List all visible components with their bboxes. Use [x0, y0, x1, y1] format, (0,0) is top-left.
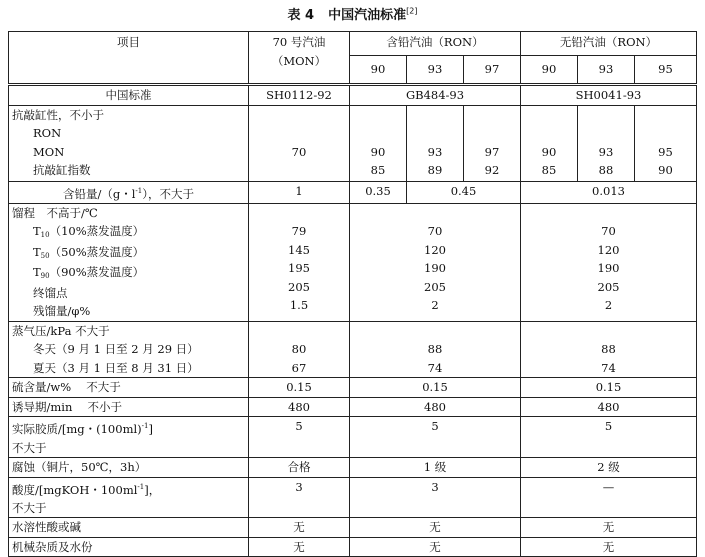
lead-leaded-93-97: 0.45 — [407, 181, 521, 203]
induction-g70: 480 — [249, 397, 350, 417]
row-corrosion-label: 腐蚀（铜片，50℃，3h） — [9, 458, 249, 478]
row-standard-label: 中国标准 — [9, 85, 249, 106]
header-grade-70: 70 号汽油 （MON） — [249, 32, 350, 85]
standard-unleaded: SH0041-93 — [521, 85, 697, 106]
gum-g70: 5 — [249, 417, 350, 458]
leaded-grade: 90 — [350, 56, 407, 85]
acidity-leaded: 3 — [350, 477, 521, 518]
row-antiknock-label: 抗敲缸性，不小于 RON MON 抗敲缸指数 — [9, 105, 249, 181]
sulfur-g70: 0.15 — [249, 378, 350, 398]
header-leaded: 含铅汽油（RON） — [350, 32, 521, 56]
gum-leaded: 5 — [350, 417, 521, 458]
antiknock-g70: 70 — [249, 105, 350, 181]
row-sulfur-label: 硫含量/w% 不大于 — [9, 378, 249, 398]
sulfur-unleaded: 0.15 — [521, 378, 697, 398]
sulfur-leaded: 0.15 — [350, 378, 521, 398]
caption-label: 表 4 — [287, 8, 315, 23]
acidity-g70: 3 — [249, 477, 350, 518]
unleaded-grade: 93 — [578, 56, 635, 85]
impurities-g70: 无 — [249, 537, 350, 557]
header-item: 项目 — [9, 32, 249, 85]
caption-reference: [2] — [406, 6, 418, 16]
lead-unleaded: 0.013 — [521, 181, 697, 203]
row-induction-label: 诱导期/min 不小于 — [9, 397, 249, 417]
antiknock-leaded-93: 93 89 — [407, 105, 464, 181]
distillation-unleaded: 70 120 190 205 2 — [521, 203, 697, 321]
antiknock-leaded-97: 97 92 — [464, 105, 521, 181]
header-unleaded: 无铅汽油（RON） — [521, 32, 697, 56]
row-acidity-label: 酸度/[mgKOH・$100ml^{-1}$]， 不大于 — [9, 477, 249, 518]
distillation-leaded: 70 120 190 205 2 — [350, 203, 521, 321]
standard-leaded: GB484-93 — [350, 85, 521, 106]
antiknock-leaded-90: 90 85 — [350, 105, 407, 181]
impurities-leaded: 无 — [350, 537, 521, 557]
unleaded-grade: 90 — [521, 56, 578, 85]
impurities-unleaded: 无 — [521, 537, 697, 557]
water-acid-leaded: 无 — [350, 518, 521, 538]
antiknock-unleaded-93: 93 88 — [578, 105, 635, 181]
corrosion-g70: 合格 — [249, 458, 350, 478]
induction-unleaded: 480 — [521, 397, 697, 417]
vapor-unleaded: 88 74 — [521, 321, 697, 378]
gasoline-standard-table — [8, 31, 697, 557]
row-distillation-label: 馏程 不高于/℃ T10（10%蒸发温度） T50（50%蒸发温度） T90（90%蒸发温度） 终馏点 残馏量/φ% — [9, 203, 249, 321]
row-water-acid-label: 水溶性酸或碱 — [9, 518, 249, 538]
corrosion-unleaded: 2 级 — [521, 458, 697, 478]
caption-title: 中国汽油标准 — [328, 8, 407, 23]
row-impurities-label: 机械杂质及水份 — [9, 537, 249, 557]
lead-g70: 1 — [249, 181, 350, 203]
gum-unleaded: 5 — [521, 417, 697, 458]
water-acid-g70: 无 — [249, 518, 350, 538]
standard-g70: SH0112-92 — [249, 85, 350, 106]
antiknock-unleaded-90: 90 85 — [521, 105, 578, 181]
induction-leaded: 480 — [350, 397, 521, 417]
unleaded-grade: 95 — [635, 56, 697, 85]
table-caption — [0, 4, 705, 23]
lead-leaded-90: 0.35 — [350, 181, 407, 203]
acidity-unleaded: — — [521, 477, 697, 518]
vapor-leaded: 88 74 — [350, 321, 521, 378]
row-lead-label: 含铅量/（g・$l^{-1}$），不大于 — [9, 181, 249, 203]
water-acid-unleaded: 无 — [521, 518, 697, 538]
distillation-g70: 79 145 195 205 1.5 — [249, 203, 350, 321]
leaded-grade: 93 — [407, 56, 464, 85]
leaded-grade: 97 — [464, 56, 521, 85]
vapor-g70: 80 67 — [249, 321, 350, 378]
antiknock-unleaded-95: 95 90 — [635, 105, 697, 181]
row-gum-label: 实际胶质/[mg・$(100ml)^{-1}$] 不大于 — [9, 417, 249, 458]
row-vapor-label: 蒸气压/kPa 不大于 冬天（9 月 1 日至 2 月 29 日） 夏天（3 月 1 日至 8 月 31 日） — [9, 321, 249, 378]
corrosion-leaded: 1 级 — [350, 458, 521, 478]
